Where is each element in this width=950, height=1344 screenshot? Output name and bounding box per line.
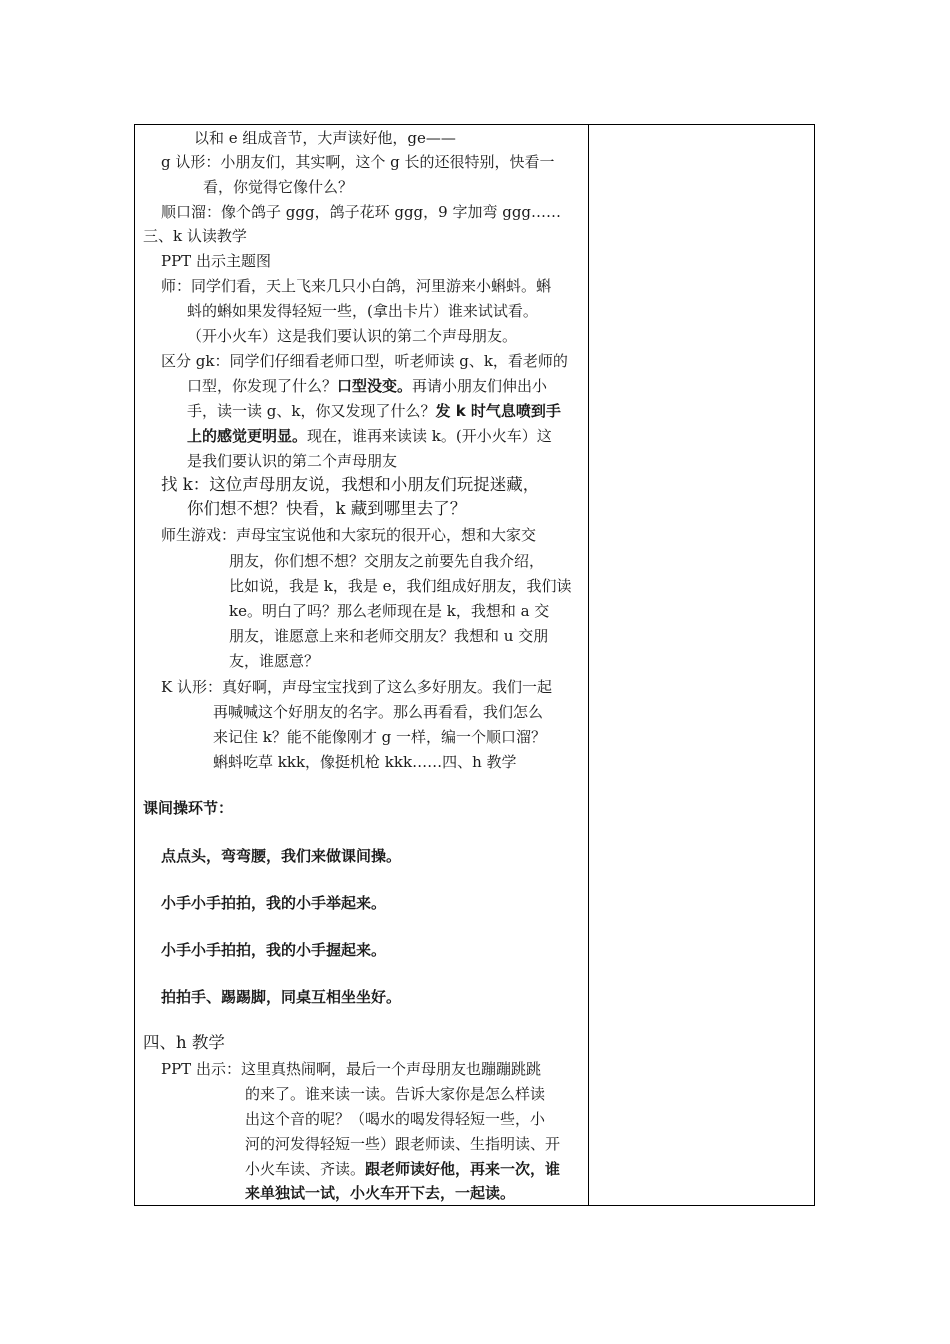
text-run: 小火车读、齐读。 xyxy=(245,1160,366,1178)
text-line: g 认形：小朋友们，其实啊，这个 g 长的还很特别，快看一 xyxy=(161,153,555,171)
text-line: 蚪的蝌如果发得轻短一些，(拿出卡片）谁来试试看。 xyxy=(187,302,538,320)
text-run: 手，读一读 g、k，你又发现了什么？ xyxy=(187,402,436,420)
text-line: 看，你觉得它像什么？ xyxy=(203,178,354,196)
text-line: 区分 gk：同学们仔细看老师口型，听老师读 g、k，看老师的 xyxy=(161,352,568,370)
text-line: （开小火车）这是我们要认识的第二个声母朋友。 xyxy=(187,327,518,345)
text-line: ke。明白了吗？那么老师现在是 k，我想和 a 交 xyxy=(229,602,550,620)
text-run: 再请小朋友们伸出小 xyxy=(412,377,548,395)
text-line: 是我们要认识的第二个声母朋友 xyxy=(187,452,398,470)
text-line xyxy=(187,400,561,422)
rhyme-line: 小手小手拍拍，我的小手举起来。 xyxy=(161,894,387,912)
bold-text-run: 上的感觉更明显。 xyxy=(187,427,308,445)
rhyme-line: 小手小手拍拍，我的小手握起来。 xyxy=(161,941,387,959)
bold-text-run: 跟老师读好他，再来一次，谁 xyxy=(365,1160,561,1178)
text-line: 友，谁愿意？ xyxy=(229,652,320,670)
text-run: 现在，谁再来读读 k。(开小火车）这 xyxy=(307,427,552,445)
text-line: 比如说，我是 k，我是 e，我们组成好朋友，我们读 xyxy=(229,577,572,595)
section-heading: 课间操环节： xyxy=(143,799,234,817)
text-line: PPT 出示：这里真热闹啊，最后一个声母朋友也蹦蹦跳跳 xyxy=(161,1060,541,1078)
bold-text-run: 口型没变。 xyxy=(337,377,413,395)
section-heading: 四、h 教学 xyxy=(143,1033,225,1052)
text-line: 你们想不想？快看，k 藏到哪里去了？ xyxy=(187,499,467,518)
text-line: PPT 出示主题图 xyxy=(161,252,271,270)
rhyme-line: 点点头，弯弯腰，我们来做课间操。 xyxy=(161,847,402,865)
column-divider xyxy=(588,124,589,1206)
text-run: 口型，你发现了什么？ xyxy=(187,377,338,395)
text-line: 朋友，谁愿意上来和老师交朋友？我想和 u 交朋 xyxy=(229,627,549,645)
text-line: 的来了。谁来读一读。告诉大家你是怎么样读 xyxy=(245,1085,546,1103)
text-line: 师：同学们看，天上飞来几只小白鸽，河里游来小蝌蚪。蝌 xyxy=(161,277,552,295)
text-line: 找 k：这位声母朋友说，我想和小朋友们玩捉迷藏， xyxy=(161,475,540,494)
text-line: 来记住 k？能不能像刚才 g 一样，编一个顺口溜？ xyxy=(213,728,546,746)
text-line: 河的河发得轻短一些）跟老师读、生指明读、开 xyxy=(245,1135,561,1153)
text-line xyxy=(187,375,547,397)
text-line: 出这个音的呢？（喝水的喝发得轻短一些，小 xyxy=(245,1110,546,1128)
text-line: 以和 e 组成音节，大声读好他，ge—— xyxy=(194,129,456,147)
text-line: 师生游戏：声母宝宝说他和大家玩的很开心，想和大家交 xyxy=(161,526,537,544)
rhyme-line: 拍拍手、踢踢脚，同桌互相坐坐好。 xyxy=(161,988,402,1006)
text-line: K 认形：真好啊，声母宝宝找到了这么多好朋友。我们一起 xyxy=(161,678,552,696)
text-line xyxy=(245,1158,560,1180)
bold-text-run: 发 k 时气息喷到手 xyxy=(435,402,561,420)
section-heading: 三、k 认读教学 xyxy=(143,227,247,245)
text-line xyxy=(187,425,552,447)
text-line: 再喊喊这个好朋友的名字。那么再看看，我们怎么 xyxy=(213,703,544,721)
text-line: 顺口溜：像个鸽子 ggg，鸽子花环 ggg，9 字加弯 ggg…… xyxy=(161,203,562,221)
text-line: 蝌蚪吃草 kkk，像挺机枪 kkk……四、h 教学 xyxy=(213,753,517,771)
text-line: 朋友，你们想不想？交朋友之前要先自我介绍， xyxy=(229,552,545,570)
text-line: 来单独试一试，小火车开下去，一起读。 xyxy=(245,1184,516,1202)
